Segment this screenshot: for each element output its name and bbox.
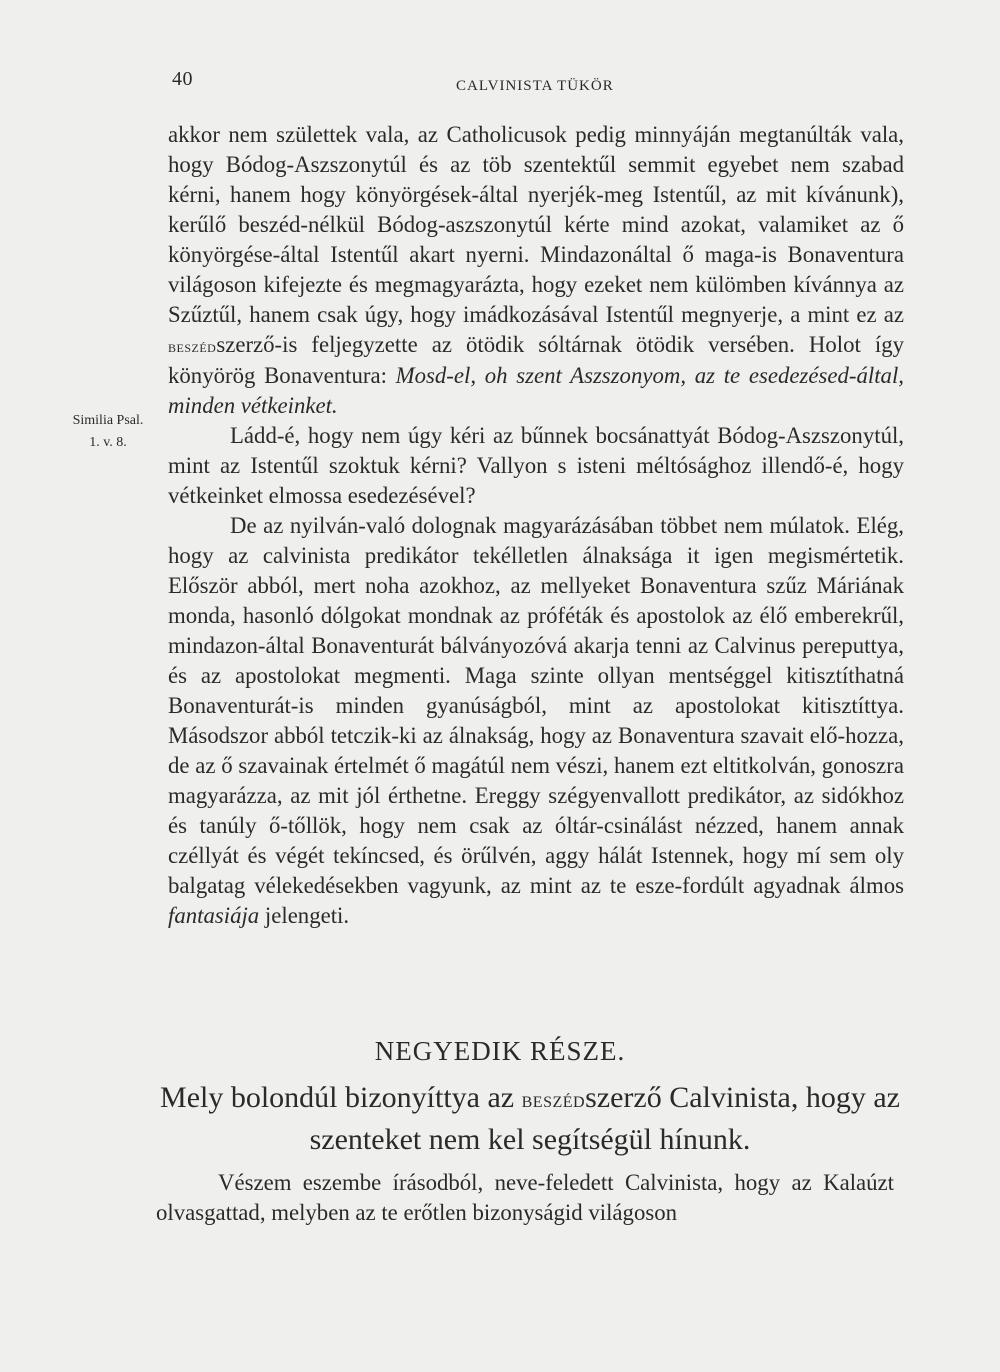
paragraph-3 xyxy=(168,511,904,931)
closing-paragraph: Vészem eszembe írásodból, neve-feledett Calvinista, hogy az Kalaúzt olvasgattad, melyben az te erőtlen bizonyságid világoson xyxy=(156,1170,894,1225)
chapter-subtitle-smallcaps: beszéd xyxy=(521,1087,586,1113)
chapter-subtitle-a: Mely bolondúl bizonyíttya az xyxy=(160,1081,515,1114)
margin-note xyxy=(58,410,158,454)
paragraph-1-smallcaps: beszéd xyxy=(168,336,217,356)
chapter-subtitle xyxy=(160,1078,900,1160)
margin-note-line1: Similia Psal. xyxy=(72,413,144,428)
body-text xyxy=(168,120,904,931)
closing-text xyxy=(156,1168,894,1228)
paragraph-1-quote: Mosd-el, oh szent Aszszonyom, az te esedezésed-által, minden vétkeinket. xyxy=(168,363,904,418)
running-head: CALVINISTA TÜKÖR xyxy=(456,78,614,94)
paragraph-3-italic: fantasiája xyxy=(168,903,260,928)
chapter-title: NEGYEDIK RÉSZE. xyxy=(374,1036,626,1066)
paragraph-1-text-b: szerző-is feljegyzette az ötödik sóltárnak ötödik versében. Holot így könyörög Bonaventura: xyxy=(168,332,904,388)
page-number: 40 xyxy=(172,68,193,90)
paragraph-1 xyxy=(168,120,904,421)
paragraph-3-text-b: jelengeti. xyxy=(264,903,350,928)
paragraph-1-text-a: akkor nem születtek vala, az Catholicusok pedig minnyáján megtanúlták vala, hogy Bódog-Aszszonytúl és az töb szentektűl semmit egyebet nem szabad kérni, hanem hogy könyörgések-által nyerjék-meg Istentűl, az mit kívánunk), kerűlő beszéd-nélkül Bódog-aszszonytúl kérte mind azokat, valamiket az ő könyörgése-által Istentűl akart nyerni. Mindazonáltal ő maga-is Bonaventura világoson kifejezte és megmagyarázta, hogy ezeket nem külömben kívánnya az Szűztűl, hanem csak úgy, hogy imádkozásával Istentűl megnyerje, a mint ez az xyxy=(168,122,904,327)
paragraph-2: Ládd-é, hogy nem úgy kéri az bűnnek bocsánattyát Bódog-Aszszonytúl, mint az Istentűl szoktuk kérni? Vallyon s isteni méltósághoz illendő-é, hogy vétkeinket elmossa esedezésével? xyxy=(168,423,904,508)
paragraph-3-text-a: De az nyilván-való dolognak magyarázásában többet nem múlatok. Elég, hogy az calvinista predikátor tekélletlen álnaksága it igen megismértetik. Először abból, mert noha azokhoz, az mellyeket Bonaventura szűz Máriának monda, hasonló dólgokat mondnak az próféták és apostolok az élő emberekrűl, mindazon-által Bonaventurát bálványozóvá akarja tenni az Calvinus pereputtya, és az apostolokat megmenti. Maga szinte ollyan mentséggel kitisztíthatná Bonaventurát-is minden gyanúságból, mint az apostolokat kitisztíttya. Másodszor abból tetczik-ki az álnakság, hogy az Bonaventura szavait elő-hozza, de az ő szavainak értelmét ő magátúl nem vészi, hanem ezt eltitkolván, gonoszra magyarázza, az mit jól érthetne. Ereggy szégyenvallott predikátor, az sidókhoz és tanúly ő-tőllök, hogy nem csak az óltár-csinálást nézzed, hanem annak czéllyát és végét tekíncsed, és örűlvén, aggy hálát Istennek, hogy mí sem oly balgatag vélekedésekben vagyunk, az mint az te esze-fordúlt agyadnak álmos xyxy=(168,513,904,898)
chapter-subtitle-b: szerző Calvinista, hogy az szenteket nem kel segítségül hínunk. xyxy=(309,1081,900,1156)
margin-note-line2: 1. v. 8. xyxy=(89,435,127,450)
